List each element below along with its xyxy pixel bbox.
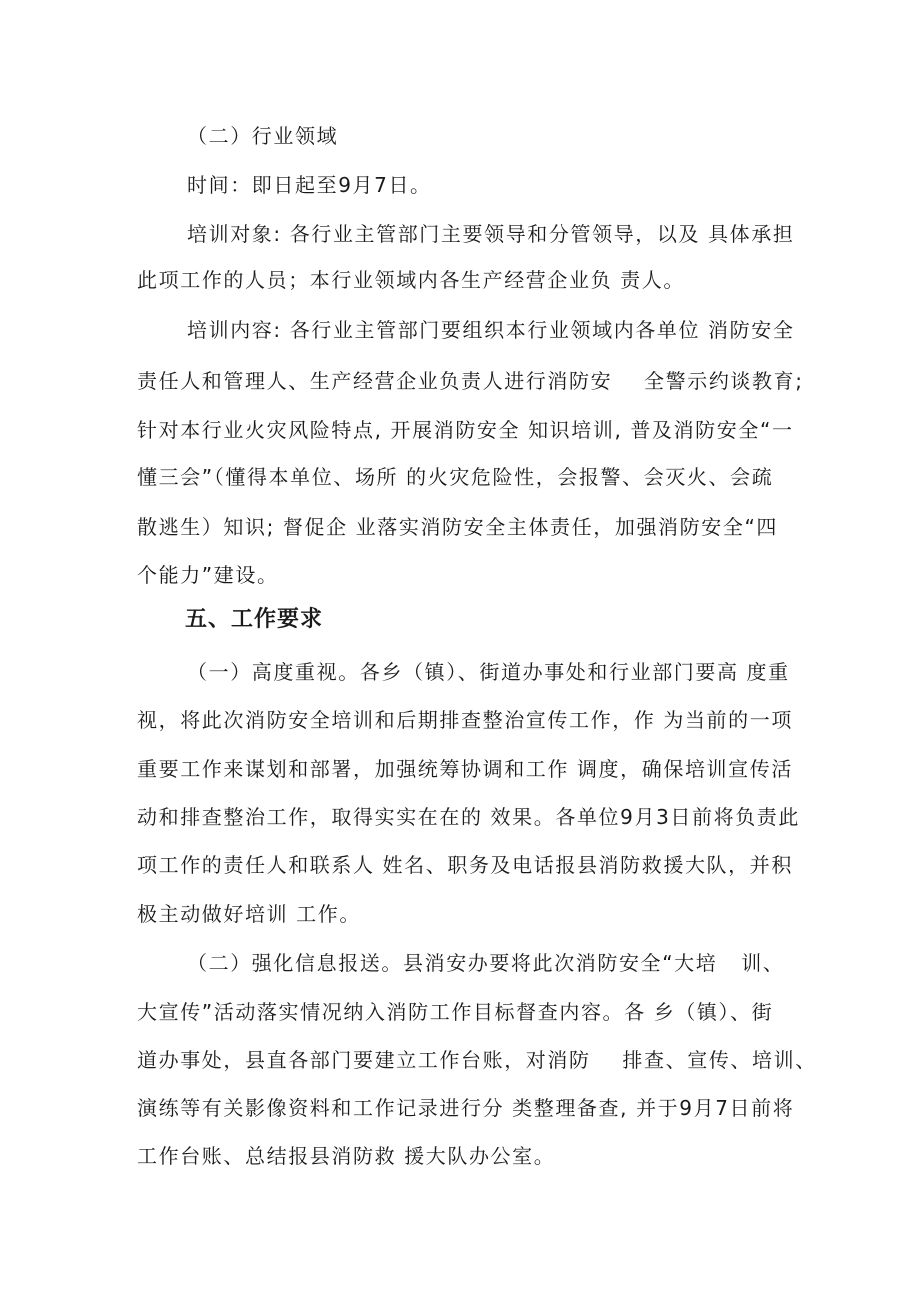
training-content-line: 散逃生）知识; 督促企 业落实消防安全主体责任，加强消防安全“四 [137, 515, 779, 539]
training-content-line: 个能力”建设。 [137, 563, 279, 587]
requirement-one-line: 项工作的责任人和联系人 姓名、职务及电话报县消防救援大队，并积 [137, 853, 793, 877]
requirement-one-line: 重要工作来谋划和部署，加强统筹协调和工作 调度，确保培训宣传活 [137, 757, 793, 781]
section-heading-work-requirements: 五、工作要求 [185, 607, 324, 632]
requirement-one-line: （一）高度重视。各乡（镇）、街道办事处和行业部门要高 度重 [187, 660, 790, 684]
training-content-line: 针对本行业火灾风险特点, 开展消防安全 知识培训, 普及消防安全“一 [137, 418, 794, 442]
training-content-line: 责任人和管理人、生产经营企业负责人进行消防安 全警示约谈教育; [137, 369, 804, 393]
requirement-two-line: 工作台账、总结报县消防救 援大队办公室。 [137, 1144, 556, 1168]
training-target-line: 培训对象: 各行业主管部门主要领导和分管领导，以及 具体承担 [187, 222, 795, 246]
training-content-line: 培训内容: 各行业主管部门要组织本行业领域内各单位 消防安全 [187, 318, 795, 342]
requirement-two-line: 演练等有关影像资料和工作记录进行分 类整理备查, 并于9月7日前将 [137, 1096, 795, 1120]
requirement-one-line: 极主动做好培训 工作。 [137, 902, 361, 926]
requirement-two-line: 大宣传”活动落实情况纳入消防工作目标督查内容。各 乡（镇）、街 [137, 1000, 774, 1024]
requirement-two-line: （二）强化信息报送。县消安办要将此次消防安全“大培 训、 [187, 951, 785, 975]
subsection-title-industry: （二）行业领域 [187, 124, 339, 148]
time-line: 时间：即日起至9月7日。 [187, 173, 432, 197]
training-content-line: 懂三会”（懂得本单位、场所 的火灾危险性，会报警、会灭火、会疏 [137, 465, 774, 489]
requirement-one-line: 动和排查整治工作，取得实实在在的 效果。各单位9月3日前将负责此 [137, 805, 801, 829]
training-target-line: 此项工作的人员；本行业领域内各生产经营企业负 责人。 [137, 268, 685, 292]
requirement-one-line: 视，将此次消防安全培训和后期排查整治宣传工作，作 为当前的一项 [137, 708, 793, 732]
requirement-two-line: 道办事处，县直各部门要建立工作台账，对消防 排查、宣传、培训、 [137, 1048, 817, 1072]
